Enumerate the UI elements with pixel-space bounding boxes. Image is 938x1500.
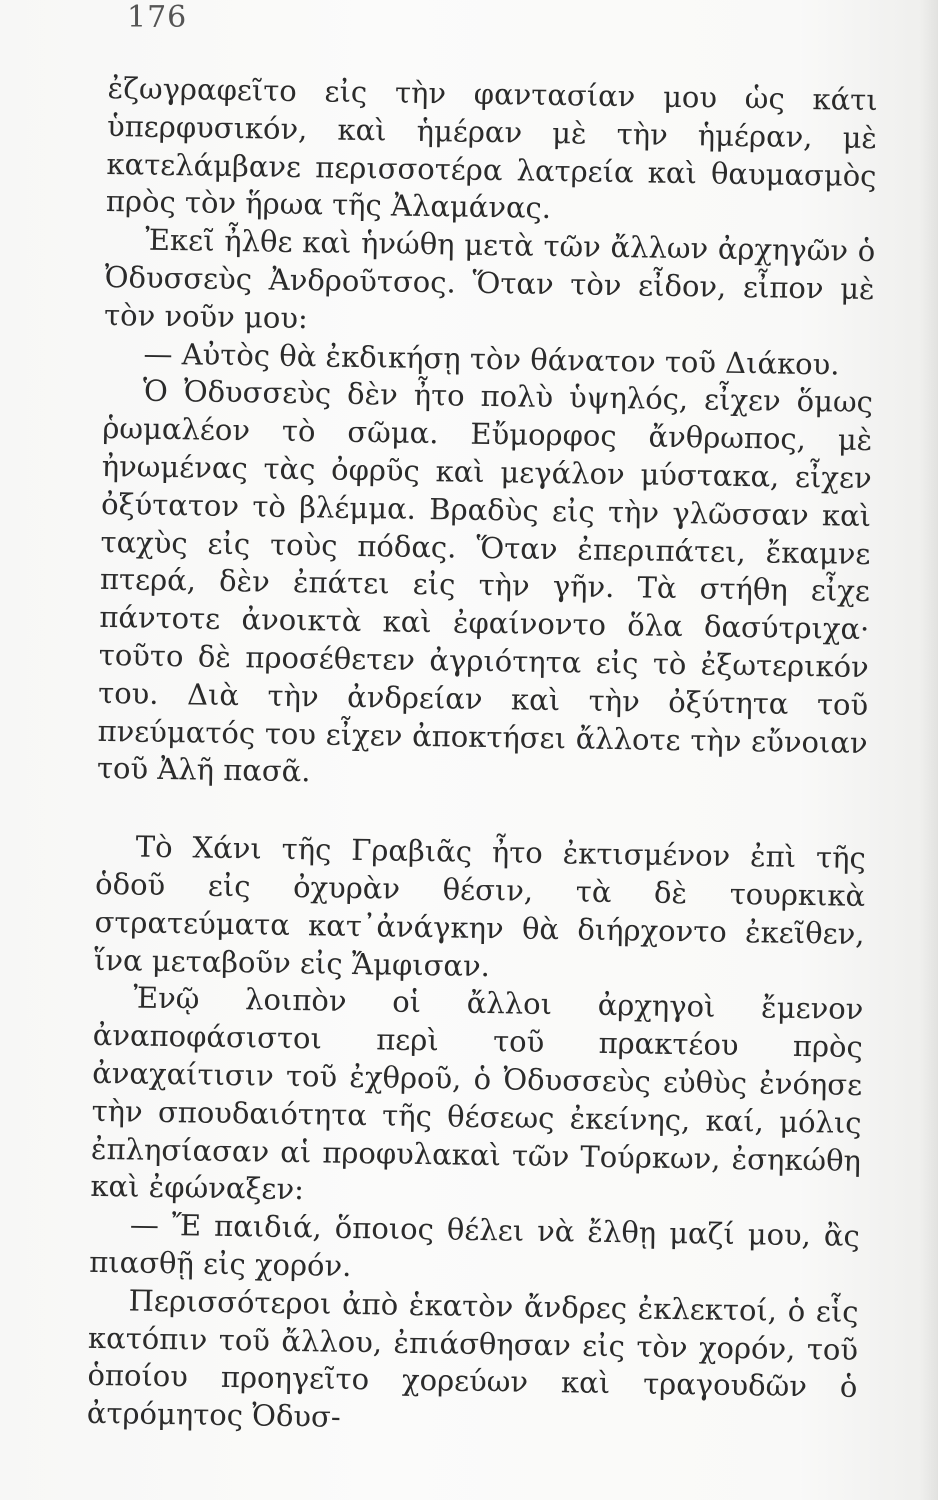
paragraph-6: Περισσότεροι ἀπὸ ἑκατὸν ἄνδρες ἐκλεκτοί, ὁ εἷς κατόπιν τοῦ ἄλλου, ἐπιάσθησαν εἰς τὸν χορόν, τοῦ ὁποίου προηγεῖτο χορεύων καὶ τραγουδῶν ὁ ἀτρόμητος Ὀδυσ- <box>86 1283 859 1434</box>
paragraph-4: Τὸ Χάνι τῆς Γραβιᾶς ἦτο ἐκτισμένον ἐπὶ τῆς ὁδοῦ εἰς ὀχυρὰν θέσιν, τὰ δὲ τουρκικὰ στρατεύματα κατ᾽ἀνάγκην θὰ διήρχοντο ἐκεῖθεν, ἵνα μεταβοῦν εἰς Ἄμφισαν. <box>93 829 866 983</box>
paragraph-2: Ἐκεῖ ἦλθε καὶ ἡνώθη μετὰ τῶν ἄλλων ἀρχηγῶν ὁ Ὀδυσσεὺς Ἀνδροῦτσος. Ὅταν τὸν εἶδον, εἶπον μὲ τὸν νοῦν μου: <box>103 222 876 335</box>
page-number: 176 <box>127 0 188 35</box>
paragraph-3: Ὁ Ὀδυσσεὺς δὲν ἦτο πολὺ ὑψηλός, εἶχεν ὅμως ῥωμαλέον τὸ σῶμα. Εὔμορφος ἄνθρωπος, μὲ ἠνωμένας τὰς ὀφρῦς καὶ μεγάλον μύστακα, εἶχεν ὀξύτατον τὸ βλέμμα. Βραδὺς εἰς τὴν γλῶσσαν καὶ ταχὺς εἰς τοὺς πόδας. Ὅταν ἐπεριπάτει, ἔκαμνε πτερά, δὲν ἐπάτει εἰς τὴν γῆν. Τὰ στήθη εἶχε πάντοτε ἀνοικτὰ καὶ ἐφαίνοντο ὅλα δασύτριχα· τοῦτο δὲ προσέθετεν ἀγριότητα εἰς τὸ ἐξωτερικόν του. Διὰ τὴν ἀνδρείαν καὶ τὴν ὀξύτητα τοῦ πνεύματός του εἶχεν ἀποκτήσει ἄλλοτε τὴν εὔνοιαν τοῦ Ἀλῆ πασᾶ. <box>96 373 874 789</box>
paragraph-5: Ἐνῷ λοιπὸν οἱ ἄλλοι ἀρχηγοὶ ἔμενον ἀναποφάσιστοι περὶ τοῦ πρακτέου πρὸς ἀναχαίτισιν τοῦ ἐχθροῦ, ὁ Ὀδυσσεὺς εὐθὺς ἐνόησε τὴν σπουδαιότητα τῆς θέσεως ἐκείνης, καί, μόλις ἐπλησίασαν αἱ προφυλακαὶ τῶν Τούρκων, ἐσηκώθη καὶ ἐφώναξεν: <box>90 980 864 1207</box>
dialogue-line-1: — Αὐτὸς θὰ ἐκδικήσῃ τὸν θάνατον τοῦ Διάκου. <box>143 336 840 382</box>
paragraph-1: ἐζωγραφεῖτο εἰς τὴν φαντασίαν μου ὡς κάτι ὑπερφυσικόν, καὶ ἡμέραν μὲ τὴν ἡμέραν, μὲ κατελάμβανε περισσοτέρα λατρεία καὶ θαυμασμὸς πρὸς τὸν ἥρωα τῆς Ἀλαμάνας. <box>105 70 878 226</box>
dialogue-line-2: — Ἔ παιδιά, ὅποιος θέλει νὰ ἔλθῃ μαζί μου, ἂς πιασθῇ εἰς χορόν. <box>89 1207 861 1283</box>
page-edge-shadow <box>920 0 938 1500</box>
body-text <box>87 70 878 1445</box>
